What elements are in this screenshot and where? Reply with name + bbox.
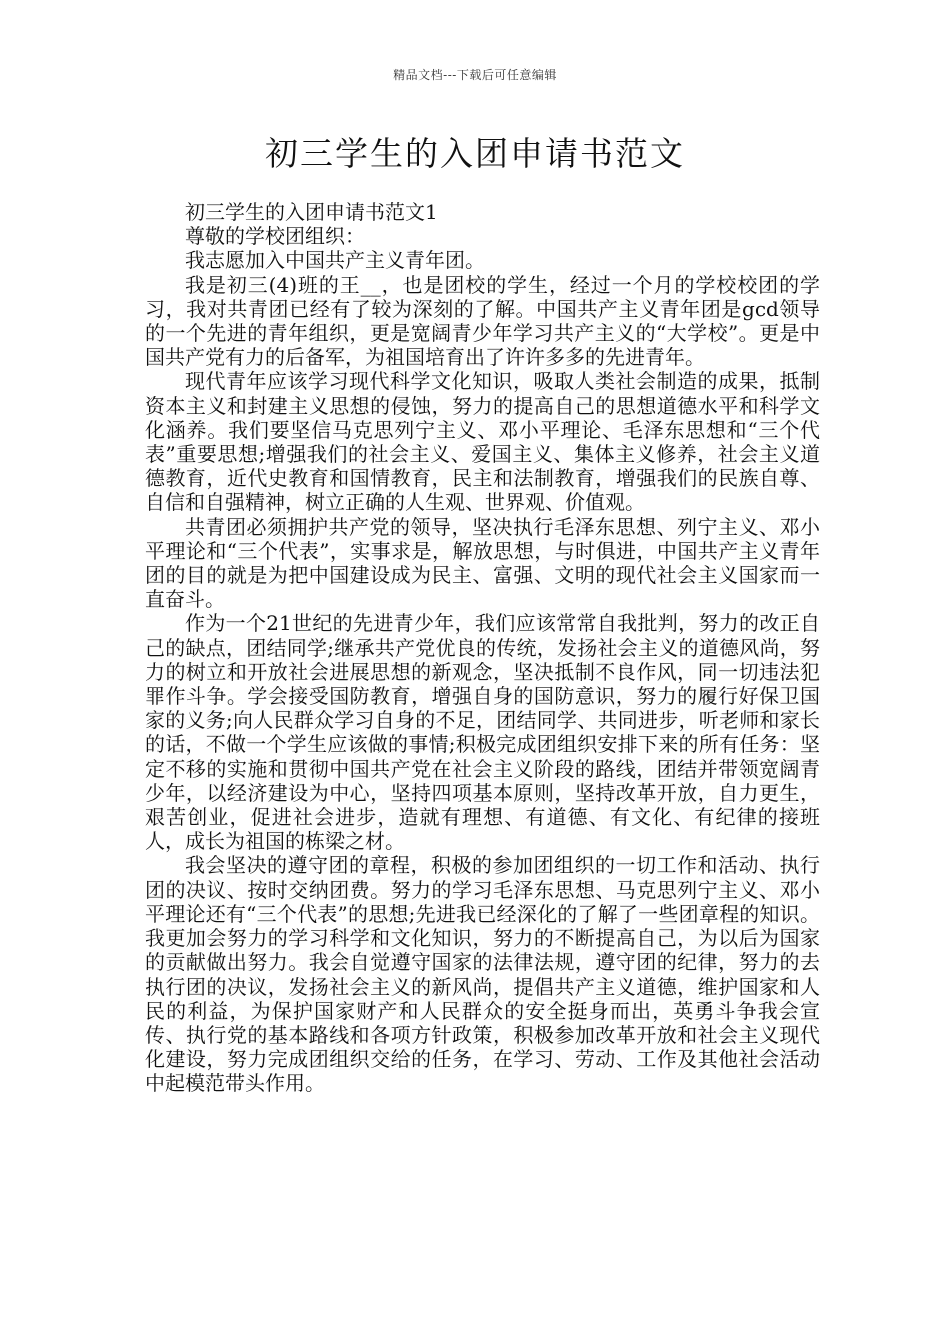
page-header: 精品文档---下载后可任意编辑	[393, 68, 557, 82]
paragraph-commitment: 我会坚决的遵守团的章程，积极的参加团组织的一切工作和活动、执行团的决议、按时交纳团费。努力的学习毛泽东思想、马克思列宁主义、邓小平理论还有“三个代表”的思想;先进我已经深化的了解了一些团章程的知识。我更加会努力的学习科学和文化知识，努力的不断提高自己，为以后为国家的贡献做出努力。我会自觉遵守国家的法律法规，遵守团的纪律，努力的去执行团的决议，发扬社会主义的新风尚，提倡共产主义道德，维护国家和人民的利益，为保护国家财产和人民群众的安全挺身而出，英勇斗争我会宣传、执行党的基本路线和各项方针政策，积极参加改革开放和社会主义现代化建设，努力完成团组织交给的任务，在学习、劳动、工作及其他社会活动中起模范带头作用。	[145, 853, 820, 1096]
paragraph-youth-study: 现代青年应该学习现代科学文化知识，吸取人类社会制造的成果，抵制资本主义和封建主义思想的侵蚀，努力的提高自己的思想道德水平和科学文化涵养。我们要坚信马克思列宁主义、邓小平理论、毛泽东思想和“三个代表”重要思想;增强我们的社会主义、爱国主义、集体主义修养，社会主义道德教育，近代史教育和国情教育，民主和法制教育，增强我们的民族自尊、自信和自强精神，树立正确的人生观、世界观、价值观。	[145, 369, 820, 515]
paragraph-salutation: 尊敬的学校团组织：	[185, 224, 365, 249]
document-title: 初三学生的入团申请书范文	[265, 134, 685, 173]
paragraph-intent: 我志愿加入中国共产主义青年团。	[185, 248, 485, 273]
paragraph-league-principles: 共青团必须拥护共产党的领导，坚决执行毛泽东思想、列宁主义、邓小平理论和“三个代表”，实事求是，解放思想，与时俱进，中国共产主义青年团的目的就是为把中国建设成为民主、富强、文明的现代社会主义国家而一直奋斗。	[145, 514, 820, 612]
document-body	[145, 200, 820, 1096]
paragraph-introduction: 我是初三(4)班的王__，也是团校的学生，经过一个月的学校校团的学习，我对共青团已经有了较为深刻的了解。中国共产主义青年团是gcd领导的一个先进的青年组织，更是宽阔青少年学习共产主义的“大学校”。更是中国共产党有力的后备军，为祖国培育出了许许多多的先进青年。	[145, 272, 820, 370]
paragraph-subtitle: 初三学生的入团申请书范文1	[185, 200, 438, 224]
paragraph-self-improvement: 作为一个21世纪的先进青少年，我们应该常常自我批判，努力的改正自己的缺点，团结同学;继承共产党优良的传统，发扬社会主义的道德风尚，努力的树立和开放社会进展思想的新观念，坚决抵制不良作风，同一切违法犯罪作斗争。学会接受国防教育，增强自身的国防意识，努力的履行好保卫国家的义务;向人民群众学习自身的不足，团结同学、共同进步，听老师和家长的话，不做一个学生应该做的事情;积极完成团组织安排下来的所有任务：坚定不移的实施和贯彻中国共产党在社会主义阶段的路线，团结并带领宽阔青少年，以经济建设为中心，坚持四项基本原则，坚持改革开放，自力更生，艰苦创业，促进社会进步，造就有理想、有道德、有文化、有纪律的接班人，成长为祖国的栋梁之材。	[145, 611, 820, 854]
